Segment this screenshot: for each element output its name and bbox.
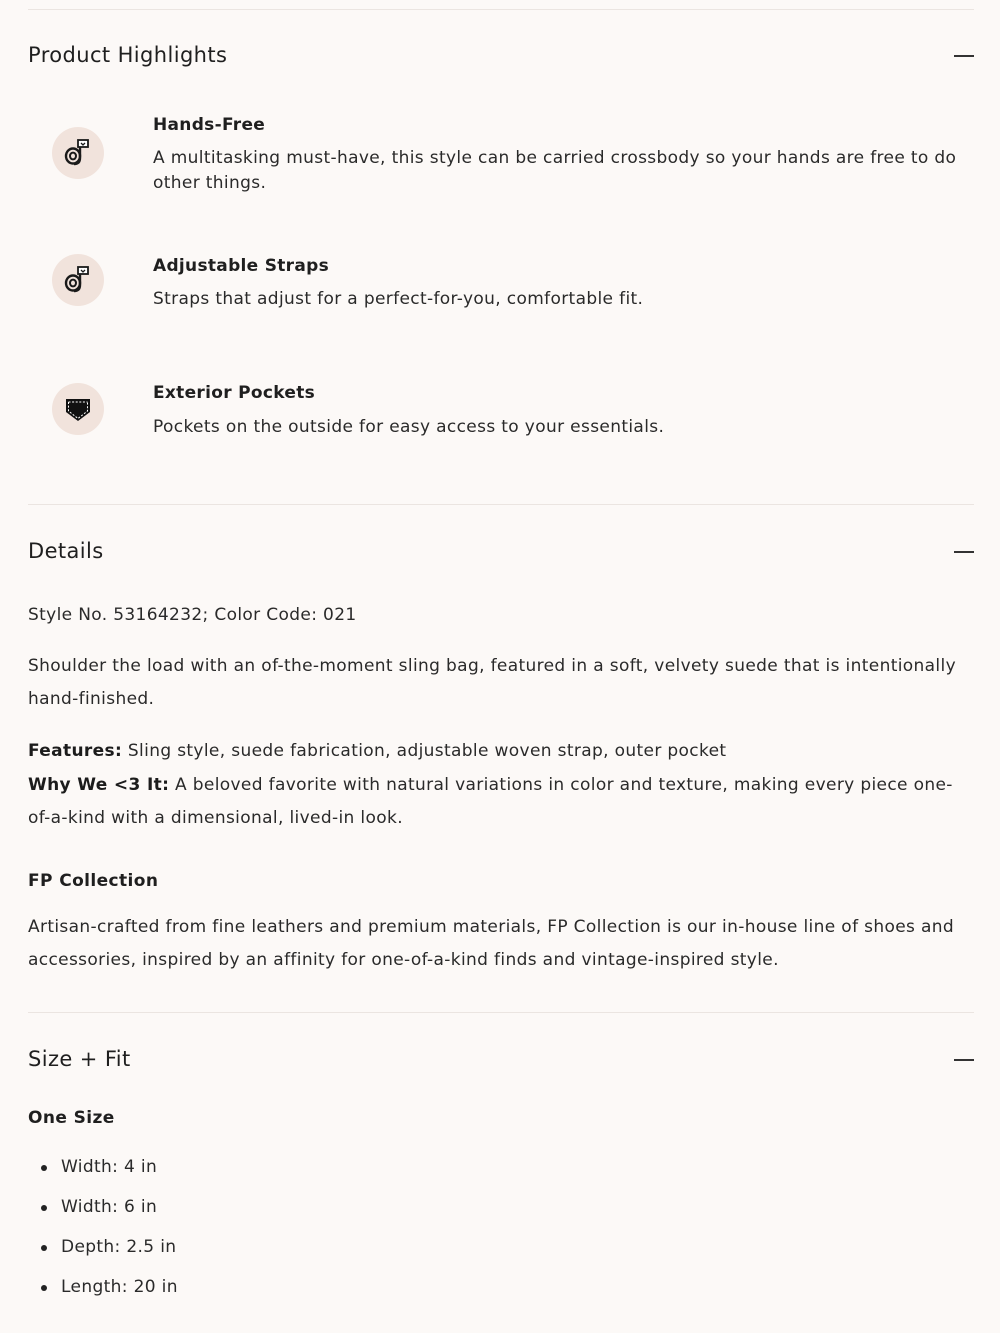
section-divider — [28, 504, 974, 505]
section-divider — [28, 1012, 974, 1013]
features-line — [28, 735, 968, 768]
highlight-title: Hands-Free — [153, 115, 266, 135]
why-label: Why We <3 It: — [28, 775, 170, 795]
why-we-love-it — [28, 769, 968, 835]
highlight-description: Straps that adjust for a perfect-for-you, comfortable fit. — [153, 289, 644, 309]
size-fit-collapse-button[interactable] — [954, 1049, 974, 1069]
highlight-title: Exterior Pockets — [153, 383, 316, 403]
list-item: Depth: 2.5 in — [28, 1230, 178, 1270]
list-item: Width: 4 in — [28, 1150, 178, 1190]
details-collapse-button[interactable] — [954, 541, 974, 561]
why-text: A beloved favorite with natural variations in color and texture, making every piece one-of-a-kind with a dimensional, lived-in look. — [28, 775, 953, 828]
pocket-icon — [52, 383, 104, 435]
fp-collection-description: Artisan-crafted from fine leathers and premium materials, FP Collection is our in-house line of shoes and accessories, inspired by an affinity for one-of-a-kind finds and vintage-inspired style. — [28, 917, 955, 970]
highlight-title: Adjustable Straps — [153, 256, 330, 276]
top-divider — [28, 9, 974, 10]
features-text: Sling style, suede fabrication, adjustable woven strap, outer pocket — [127, 741, 727, 761]
size-heading: One Size — [28, 1108, 115, 1128]
fp-collection-heading: FP Collection — [28, 871, 159, 891]
features-label: Features: — [28, 741, 123, 761]
product-highlights-collapse-button[interactable] — [954, 45, 974, 65]
list-item: Width: 6 in — [28, 1190, 178, 1230]
highlight-description: A multitasking must-have, this style can be carried crossbody so your hands are free to do other things. — [153, 148, 957, 193]
details-title: Details — [28, 539, 104, 563]
measurement-list — [28, 1150, 178, 1310]
product-highlights-title: Product Highlights — [28, 43, 228, 67]
style-number: Style No. 53164232; Color Code: 021 — [28, 605, 357, 625]
strap-icon — [52, 127, 104, 179]
list-item: Length: 20 in — [28, 1270, 178, 1310]
strap-icon — [52, 254, 104, 306]
size-fit-title: Size + Fit — [28, 1047, 131, 1071]
product-description: Shoulder the load with an of-the-moment sling bag, featured in a soft, velvety suede that is intentionally hand-finished. — [28, 656, 956, 709]
highlight-description: Pockets on the outside for easy access to your essentials. — [153, 417, 665, 437]
